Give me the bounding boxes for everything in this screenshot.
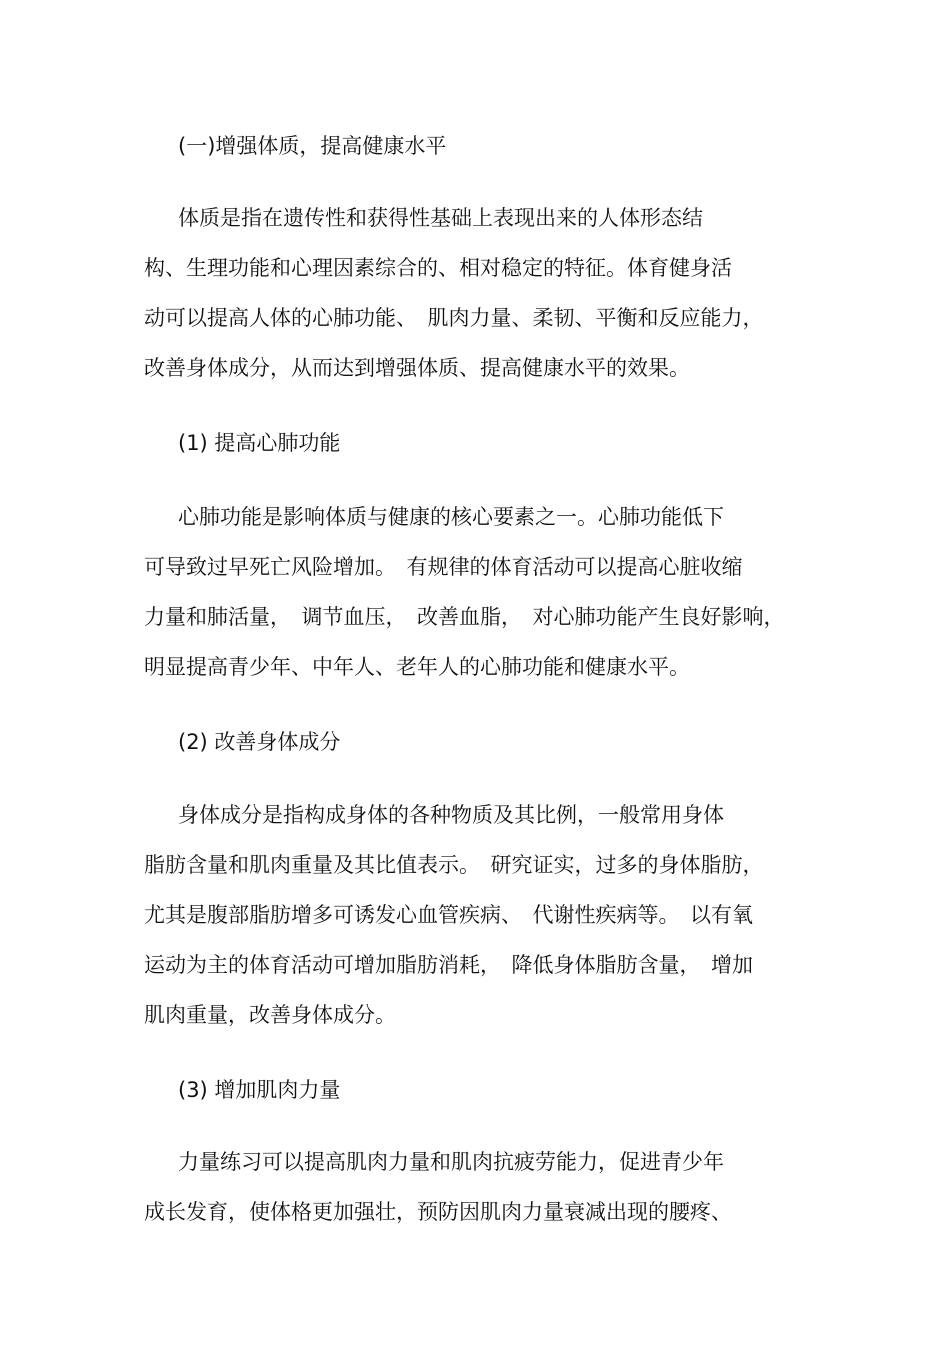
paragraph-line: 脂肪含量和肌肉重量及其比值表示。 研究证实，过多的身体脂肪， bbox=[144, 853, 764, 877]
paragraph-cardiopulmonary bbox=[144, 492, 814, 692]
paragraph-line: 运动为主的体育活动可增加脂肪消耗， 降低身体脂肪含量， 增加 bbox=[144, 953, 753, 977]
paragraph-muscle-strength bbox=[144, 1137, 814, 1237]
paragraph-line: 体质是指在遗传性和获得性基础上表现出来的人体形态结 bbox=[178, 206, 703, 230]
paragraph-line: 肌肉重量，改善身体成分。 bbox=[144, 1003, 396, 1027]
paragraph-line: 成长发育，使体格更加强壮，预防因肌肉力量衰减出现的腰疼、 bbox=[144, 1200, 732, 1224]
paragraph-line: 明显提高青少年、中年人、老年人的心肺功能和健康水平。 bbox=[144, 655, 690, 679]
section-heading-muscle-strength: (3) 增加肌肉力量 bbox=[178, 1078, 341, 1102]
paragraph-line: 动可以提高人体的心肺功能、 肌肉力量、柔韧、平衡和反应能力， bbox=[144, 306, 764, 330]
paragraph-line: 力量和肺活量， 调节血压， 改善血脂， 对心肺功能产生良好影响， bbox=[144, 605, 785, 629]
paragraph-line: 改善身体成分，从而达到增强体质、提高健康水平的效果。 bbox=[144, 356, 690, 380]
section-heading-body-composition: (2) 改善身体成分 bbox=[178, 730, 341, 754]
paragraph-body-composition bbox=[144, 790, 814, 1040]
paragraph-physique bbox=[144, 193, 814, 393]
paragraph-line: 可导致过早死亡风险增加。 有规律的体育活动可以提高心脏收缩 bbox=[144, 555, 743, 579]
paragraph-line: 构、生理功能和心理因素综合的、相对稳定的特征。体育健身活 bbox=[144, 256, 732, 280]
paragraph-line: 身体成分是指构成身体的各种物质及其比例，一般常用身体 bbox=[178, 803, 724, 827]
section-heading-physique: (一)增强体质，提高健康水平 bbox=[178, 134, 447, 158]
paragraph-line: 尤其是腹部脂肪增多可诱发心血管疾病、 代谢性疾病等。 以有氧 bbox=[144, 903, 753, 927]
section-heading-cardiopulmonary: (1) 提高心肺功能 bbox=[178, 431, 341, 455]
paragraph-line: 心肺功能是影响体质与健康的核心要素之一。心肺功能低下 bbox=[178, 505, 724, 529]
paragraph-line: 力量练习可以提高肌肉力量和肌肉抗疲劳能力，促进青少年 bbox=[178, 1150, 724, 1174]
